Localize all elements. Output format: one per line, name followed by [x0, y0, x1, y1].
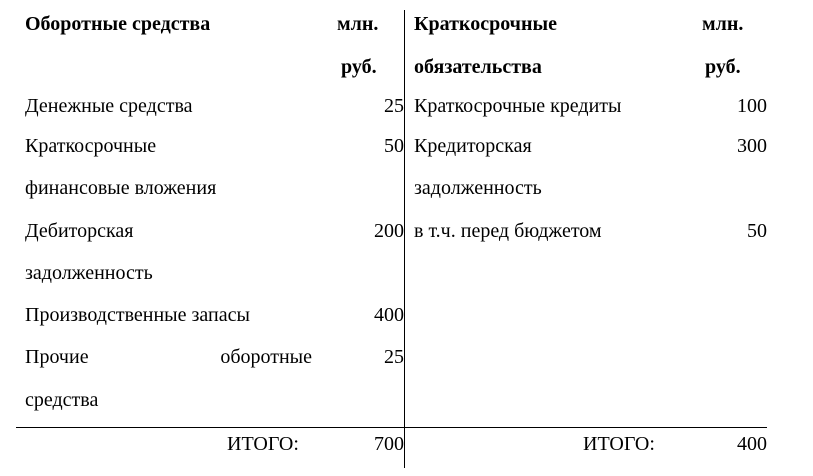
right-row-value: 300: [737, 135, 767, 157]
right-total-label: ИТОГО:: [583, 433, 655, 455]
left-row-value: 50: [384, 135, 404, 157]
left-header-title: Оборотные средства: [25, 13, 211, 35]
right-row-label: в т.ч. перед бюджетом: [414, 220, 602, 242]
right-header-unit-line1: млн.: [702, 13, 744, 35]
left-row-label: Дебиторская: [25, 220, 134, 242]
total-divider: [16, 427, 767, 428]
left-row-value: 25: [384, 95, 404, 117]
right-header-title-line2: обязательства: [414, 56, 542, 78]
right-row-value: 100: [737, 95, 767, 117]
right-row-value: 50: [747, 220, 767, 242]
left-row-label-cont: средства: [25, 389, 99, 411]
right-header-unit-line2: руб.: [705, 56, 741, 78]
left-row-label: Производственные запасы: [25, 304, 250, 326]
right-row-label-cont: задолженность: [414, 177, 542, 199]
left-row-value: 25: [384, 346, 404, 368]
left-row-label-word: Прочие: [25, 346, 89, 368]
left-row-label: Краткосрочные: [25, 135, 157, 157]
left-row-value: 400: [374, 304, 404, 326]
right-row-label: Краткосрочные кредиты: [414, 95, 622, 117]
left-row-value: 200: [374, 220, 404, 242]
left-row-label-cont: задолженность: [25, 262, 153, 284]
left-row-label-word: оборотные: [220, 346, 312, 368]
left-row-label: [25, 345, 312, 369]
right-header-title-line1: Краткосрочные: [414, 13, 557, 35]
left-row-label: Денежные средства: [25, 95, 193, 117]
column-divider: [404, 10, 405, 468]
left-header-unit-line1: млн.: [337, 13, 379, 35]
right-total-value: 400: [737, 433, 767, 455]
left-header-unit-line2: руб.: [341, 56, 377, 78]
left-row-label-cont: финансовые вложения: [25, 177, 217, 199]
left-total-label: ИТОГО:: [227, 433, 299, 455]
right-row-label: Кредиторская: [414, 135, 532, 157]
left-total-value: 700: [374, 433, 404, 455]
